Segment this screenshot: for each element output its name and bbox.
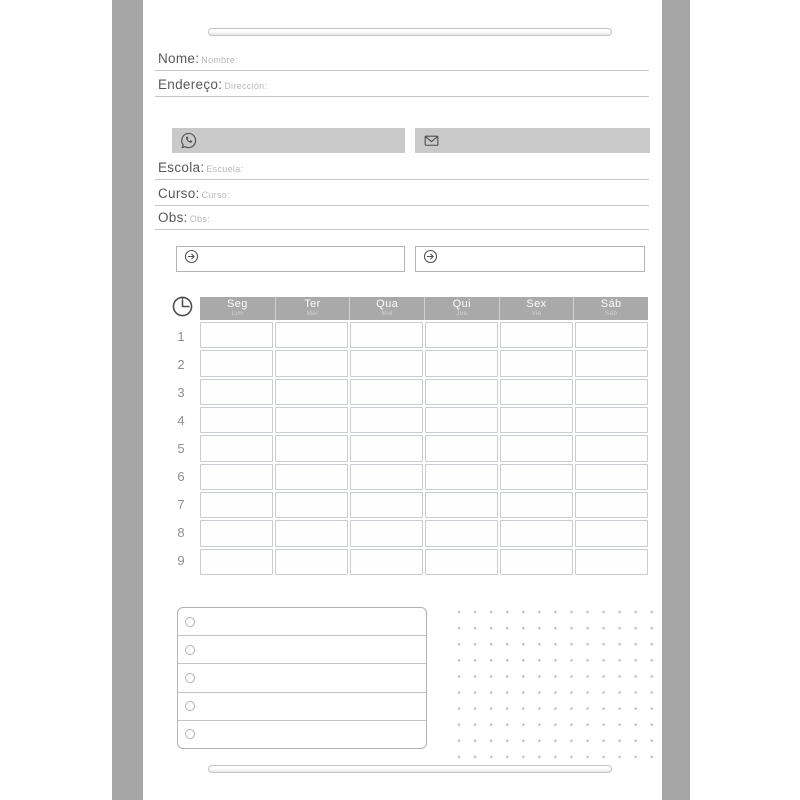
timetable-cell bbox=[575, 322, 648, 348]
period-row-number: 7 bbox=[177, 497, 185, 513]
field-curso bbox=[158, 185, 230, 203]
obs-label: Obs: bbox=[158, 210, 188, 225]
timetable-cell bbox=[500, 520, 573, 546]
timetable-cell bbox=[425, 407, 498, 433]
email-field-bar bbox=[415, 128, 650, 153]
period-row-number: 2 bbox=[177, 356, 185, 372]
timetable-cell bbox=[500, 549, 573, 575]
day-header-3 bbox=[349, 297, 424, 320]
circle-bullet-icon bbox=[185, 617, 195, 627]
timetable-cell bbox=[200, 379, 273, 405]
page-right-edge bbox=[662, 0, 690, 800]
day-sublabel: Lun bbox=[231, 310, 244, 318]
top-binding-bar bbox=[208, 28, 612, 36]
timetable-cell bbox=[350, 549, 423, 575]
escola-write-line bbox=[155, 179, 649, 180]
clock-icon bbox=[170, 294, 195, 324]
timetable-cell bbox=[575, 492, 648, 518]
endereco-label: Endereço: bbox=[158, 77, 223, 92]
day-sublabel: Jue bbox=[456, 310, 468, 318]
day-label: Seg bbox=[226, 298, 248, 311]
day-header-6 bbox=[573, 297, 648, 320]
notes-row bbox=[178, 608, 426, 635]
timetable-cell bbox=[350, 322, 423, 348]
day-label: Sáb bbox=[600, 298, 622, 311]
timetable-grid bbox=[200, 322, 648, 575]
timetable-cell bbox=[425, 464, 498, 490]
timetable-cell bbox=[200, 350, 273, 376]
timetable-cell bbox=[350, 520, 423, 546]
arrow-field-right bbox=[415, 246, 645, 272]
field-escola bbox=[158, 159, 243, 177]
endereco-sublabel: Dirección: bbox=[224, 81, 268, 91]
notes-row bbox=[178, 635, 426, 663]
timetable-cell bbox=[500, 379, 573, 405]
timetable-cell bbox=[500, 435, 573, 461]
timetable-cell bbox=[275, 407, 348, 433]
period-row-number: 1 bbox=[177, 328, 185, 344]
period-row-number: 5 bbox=[177, 440, 185, 456]
timetable-cell bbox=[425, 492, 498, 518]
timetable-cell bbox=[200, 464, 273, 490]
day-label: Qua bbox=[376, 298, 399, 311]
circle-bullet-icon bbox=[185, 701, 195, 711]
timetable-row-numbers bbox=[168, 322, 194, 575]
timetable-cell bbox=[425, 322, 498, 348]
escola-sublabel: Escuela: bbox=[206, 164, 244, 174]
timetable-cell bbox=[575, 407, 648, 433]
period-row-number: 8 bbox=[177, 525, 185, 541]
day-label: Sex bbox=[526, 298, 547, 311]
arrow-right-circle-icon bbox=[183, 248, 200, 270]
curso-write-line bbox=[155, 205, 649, 206]
whatsapp-field-bar bbox=[172, 128, 405, 153]
circle-bullet-icon bbox=[185, 645, 195, 655]
whatsapp-icon bbox=[179, 131, 198, 150]
day-header-1 bbox=[200, 297, 275, 320]
day-header-5 bbox=[499, 297, 574, 320]
nome-label: Nome: bbox=[158, 51, 200, 66]
field-nome bbox=[158, 50, 238, 68]
nome-sublabel: Nombre: bbox=[201, 55, 238, 65]
notes-row bbox=[178, 720, 426, 748]
timetable-cell bbox=[575, 549, 648, 575]
timetable-cell bbox=[500, 407, 573, 433]
timetable-cell bbox=[500, 464, 573, 490]
timetable-cell bbox=[575, 520, 648, 546]
day-header-4 bbox=[424, 297, 499, 320]
day-sublabel: Mié bbox=[381, 310, 393, 318]
obs-write-line bbox=[155, 229, 649, 230]
circle-bullet-icon bbox=[185, 729, 195, 739]
notes-list-box bbox=[177, 607, 427, 749]
timetable-cell bbox=[350, 350, 423, 376]
field-obs bbox=[158, 209, 210, 227]
day-label: Ter bbox=[304, 298, 321, 311]
timetable-cell bbox=[425, 379, 498, 405]
timetable-cell bbox=[275, 492, 348, 518]
period-row-number: 3 bbox=[177, 384, 185, 400]
day-label: Qui bbox=[452, 298, 471, 311]
timetable-cell bbox=[425, 520, 498, 546]
timetable-cell bbox=[200, 492, 273, 518]
timetable-cell bbox=[575, 464, 648, 490]
timetable-day-header-row bbox=[200, 297, 648, 320]
timetable-cell bbox=[275, 322, 348, 348]
circle-bullet-icon bbox=[185, 673, 195, 683]
timetable-cell bbox=[500, 492, 573, 518]
timetable-cell bbox=[200, 549, 273, 575]
timetable-cell bbox=[200, 407, 273, 433]
timetable-cell bbox=[500, 322, 573, 348]
timetable-cell bbox=[575, 435, 648, 461]
field-endereco bbox=[158, 76, 267, 94]
timetable-cell bbox=[500, 350, 573, 376]
dot-grid bbox=[449, 601, 658, 762]
timetable-cell bbox=[275, 520, 348, 546]
envelope-icon bbox=[422, 131, 441, 150]
timetable-cell bbox=[200, 520, 273, 546]
timetable-cell bbox=[350, 407, 423, 433]
nome-write-line bbox=[155, 70, 649, 71]
timetable-cell bbox=[275, 464, 348, 490]
timetable-cell bbox=[275, 379, 348, 405]
timetable-cell bbox=[200, 435, 273, 461]
notes-row bbox=[178, 663, 426, 691]
timetable-cell bbox=[275, 435, 348, 461]
timetable-cell bbox=[575, 350, 648, 376]
endereco-write-line bbox=[155, 96, 649, 97]
day-sublabel: Mar bbox=[306, 310, 319, 318]
timetable-cell bbox=[425, 350, 498, 376]
timetable-cell bbox=[350, 464, 423, 490]
timetable-cell bbox=[350, 492, 423, 518]
curso-sublabel: Curso: bbox=[201, 190, 230, 200]
bottom-binding-bar bbox=[208, 765, 612, 773]
timetable-cell bbox=[425, 549, 498, 575]
period-row-number: 9 bbox=[177, 553, 185, 569]
obs-sublabel: Obs: bbox=[189, 214, 210, 224]
day-sublabel: Vie bbox=[531, 310, 542, 318]
curso-label: Curso: bbox=[158, 186, 200, 201]
escola-label: Escola: bbox=[158, 160, 205, 175]
timetable-cell bbox=[275, 549, 348, 575]
period-row-number: 4 bbox=[177, 412, 185, 428]
notes-row bbox=[178, 692, 426, 720]
timetable-cell bbox=[350, 379, 423, 405]
timetable-cell bbox=[350, 435, 423, 461]
timetable-cell bbox=[200, 322, 273, 348]
day-header-2 bbox=[275, 297, 350, 320]
timetable-cell bbox=[425, 435, 498, 461]
period-row-number: 6 bbox=[177, 469, 185, 485]
day-sublabel: Sáb bbox=[604, 310, 618, 318]
arrow-right-circle-icon bbox=[422, 248, 439, 270]
timetable-cell bbox=[575, 379, 648, 405]
arrow-field-left bbox=[176, 246, 405, 272]
page-left-edge bbox=[112, 0, 143, 800]
timetable-cell bbox=[275, 350, 348, 376]
